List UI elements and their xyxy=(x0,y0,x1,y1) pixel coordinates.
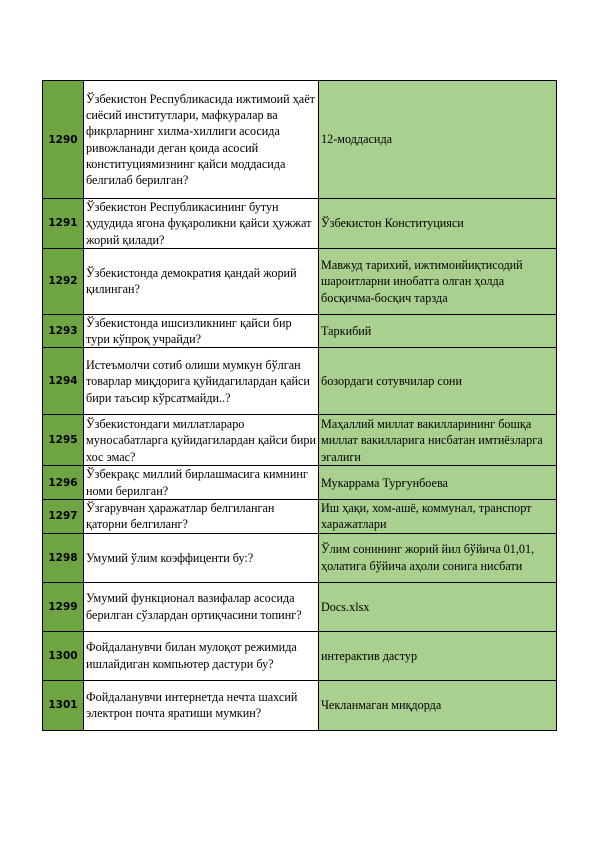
row-number: 1295 xyxy=(43,415,84,466)
answer-cell: интерактив дастур xyxy=(319,631,557,680)
row-number: 1300 xyxy=(43,631,84,680)
row-number: 1294 xyxy=(43,348,84,415)
table-row xyxy=(43,415,557,466)
question-cell: Ўзбекистонда демократия қандай жорий қилинган? xyxy=(84,248,319,314)
question-cell: Ўзбекистон Республикасининг бутун ҳудудида ягона фуқароликни қайси ҳужжат жорий қилади? xyxy=(84,199,319,249)
table-row xyxy=(43,248,557,314)
answer-cell: 12-моддасида xyxy=(319,81,557,199)
row-number: 1290 xyxy=(43,81,84,199)
row-number: 1292 xyxy=(43,248,84,314)
answer-cell: бозордаги сотувчилар сони xyxy=(319,348,557,415)
answer-cell: Ўлим сонининг жорий йил бўйича 01,01, ҳолатига бўйича аҳоли сонига нисбати xyxy=(319,533,557,582)
answer-cell: Иш ҳақи, хом-ашё, коммунал, транспорт харажатлари xyxy=(319,500,557,534)
question-answer-table xyxy=(42,80,557,731)
row-number: 1298 xyxy=(43,533,84,582)
table-row xyxy=(43,631,557,680)
answer-cell: Маҳаллий миллат вакилларининг бошқа миллат вакилларига нисбатан имтиёзларга эгалиги xyxy=(319,415,557,466)
row-number: 1291 xyxy=(43,199,84,249)
answer-cell: Мавжуд тарихий, ижтимоийиқтисодий шароитларни инобатга олган ҳолда босқичма-босқич тарзда xyxy=(319,248,557,314)
question-cell: Фойдаланувчи билан мулоқот режимида ишлайдиган компьютер дастури бу? xyxy=(84,631,319,680)
question-cell: Истеъмолчи сотиб олиши мумкун бўлган товарлар миқдорига қуйидагилардан қайси бири таъсир кўрсатмайди..? xyxy=(84,348,319,415)
row-number: 1297 xyxy=(43,500,84,534)
row-number: 1296 xyxy=(43,466,84,500)
question-cell: Умумий функционал вазифалар асосида берилган сўзлардан ортиқчасини топинг? xyxy=(84,582,319,631)
question-cell: Ўзбекистондаги миллатлараро муносабатларга қуйидагилардан қайси бири хос эмас? xyxy=(84,415,319,466)
answer-cell: Мукаррама Турғунбоева xyxy=(319,466,557,500)
question-cell: Ўзбекистонда ишсизликнинг қайси бир тури кўпроқ учрайди? xyxy=(84,314,319,348)
table-row xyxy=(43,81,557,199)
table-row xyxy=(43,533,557,582)
question-cell: Ўзбекрақс миллий бирлашмасига кимнинг номи берилган? xyxy=(84,466,319,500)
table-row xyxy=(43,500,557,534)
question-cell: Ўзгарувчан ҳаражатлар белгиланган қаторни белгиланг? xyxy=(84,500,319,534)
table-row xyxy=(43,466,557,500)
row-number: 1293 xyxy=(43,314,84,348)
table-row xyxy=(43,582,557,631)
answer-cell: Чекланмаган миқдорда xyxy=(319,680,557,730)
question-cell: Умумий ўлим коэффиценти бу:? xyxy=(84,533,319,582)
question-cell: Фойдаланувчи интернетда нечта шахсий электрон почта яратиши мумкин? xyxy=(84,680,319,730)
question-cell: Ўзбекистон Республикасида ижтимоий ҳаёт сиёсий институтлари, мафкуралар ва фикрларнинг хилма-хиллиги асосида ривожланади деган қоида асосий конституциямизнинг қайси моддасида белгилаб берилган? xyxy=(84,81,319,199)
table-row xyxy=(43,348,557,415)
table-row xyxy=(43,314,557,348)
table-row xyxy=(43,199,557,249)
row-number: 1299 xyxy=(43,582,84,631)
table-row xyxy=(43,680,557,730)
row-number: 1301 xyxy=(43,680,84,730)
answer-cell: Docs.xlsx xyxy=(319,582,557,631)
answer-cell: Ўзбекистон Конституцияси xyxy=(319,199,557,249)
answer-cell: Таркибий xyxy=(319,314,557,348)
